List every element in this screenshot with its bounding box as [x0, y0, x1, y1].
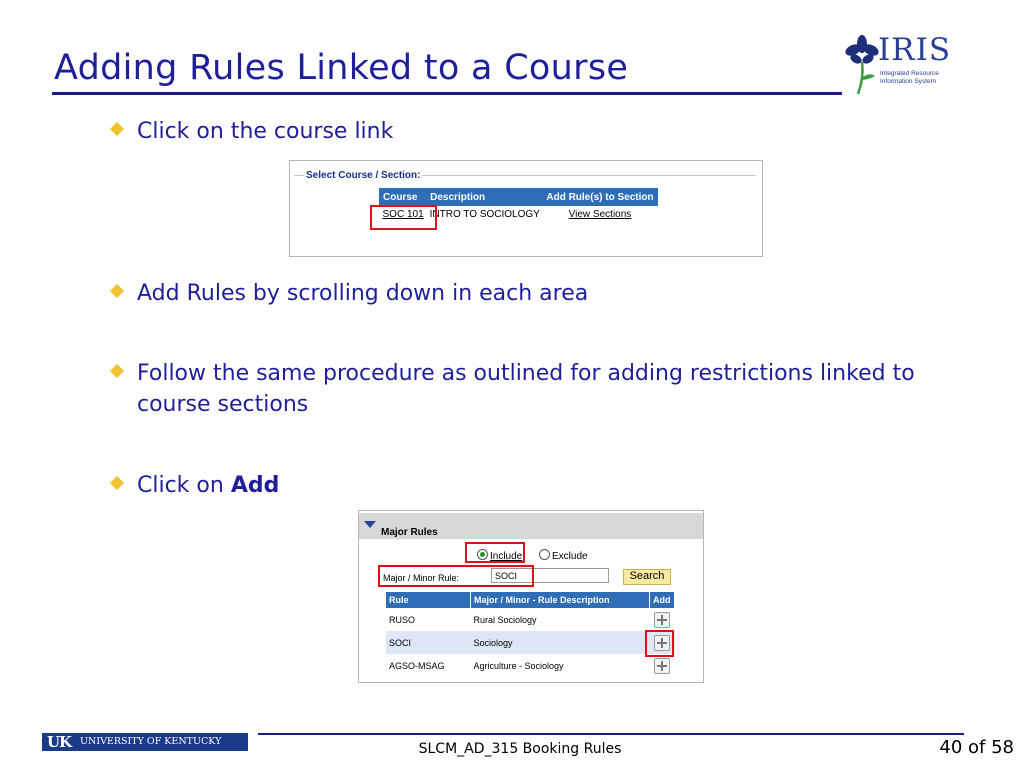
collapse-triangle-icon[interactable] [364, 521, 376, 528]
footer-title: SLCM_AD_315 Booking Rules [418, 741, 622, 757]
table-row [386, 654, 675, 677]
iris-subtitle-line1: Integrated Resource [880, 70, 939, 77]
course-fieldset-legend: Select Course / Section: [306, 170, 421, 181]
table-header-row [386, 592, 675, 608]
column-header-rule: Rule [386, 592, 471, 608]
column-header-add: Add [650, 592, 675, 608]
rule-description: Rural Sociology [473, 614, 537, 625]
exclude-radio[interactable] [539, 549, 550, 560]
column-header-course: Course [380, 189, 427, 206]
rule-description: Sociology [471, 631, 650, 654]
bullet-text: Follow the same procedure as outlined for adding restrictions linked to course sections [137, 361, 915, 417]
highlight-rule-field [378, 565, 534, 587]
major-rules-title: Major Rules [381, 527, 438, 538]
diamond-bullet-icon [110, 284, 124, 298]
bullet-prefix: Click on [137, 473, 231, 498]
university-of-kentucky-logo [42, 733, 248, 751]
course-link[interactable]: SOC 101 [382, 209, 424, 220]
bullet-text: Add Rules by scrolling down in each area [137, 281, 589, 306]
title-underline [52, 92, 842, 95]
column-header-description: Description [427, 189, 543, 206]
column-header-description: Major / Minor - Rule Description [471, 592, 650, 608]
uk-wordmark: UNIVERSITY OF KENTUCKY [76, 733, 248, 751]
bullet-bold-add: Add [230, 473, 280, 498]
major-rules-header[interactable] [359, 513, 703, 539]
rule-code: RUSO [389, 614, 416, 625]
iris-wordmark: IRIS [878, 32, 952, 68]
diamond-bullet-icon [110, 364, 124, 378]
course-description: INTRO TO SOCIOLOGY [429, 209, 540, 220]
slide-title: Adding Rules Linked to a Course [54, 48, 629, 88]
exclude-label: Exclude [552, 551, 588, 562]
bullet-text [137, 470, 279, 501]
diamond-bullet-icon [110, 476, 124, 490]
view-sections-link[interactable]: View Sections [568, 209, 632, 220]
rules-table [386, 592, 675, 677]
table-header-row [380, 189, 658, 206]
add-plus-icon[interactable] [654, 612, 670, 628]
exclude-radio-option[interactable] [539, 549, 588, 562]
highlight-course-link [370, 205, 437, 230]
table-row [386, 608, 675, 631]
column-header-add-rules: Add Rule(s) to Section [543, 189, 657, 206]
kentucky-flower-icon [842, 32, 882, 96]
iris-subtitle-line2: Information System [880, 78, 936, 85]
footer-rule [258, 733, 964, 735]
diamond-bullet-icon [110, 122, 124, 136]
highlight-include-option [465, 542, 525, 563]
rule-description: Agriculture - Sociology [473, 660, 564, 671]
rule-field-label: Major / Minor Rule: [383, 573, 460, 583]
rule-code: AGSO-MSAG [389, 660, 445, 671]
highlight-add-button [645, 630, 674, 657]
uk-mark: UK [42, 733, 76, 751]
iris-subtitle [880, 70, 960, 86]
page-number: 40 of 58 [939, 737, 1014, 758]
add-plus-icon[interactable] [654, 658, 670, 674]
iris-logo [842, 32, 954, 96]
table-row [386, 631, 675, 654]
bullet-text: Click on the course link [137, 119, 394, 144]
course-selection-screenshot [289, 160, 763, 257]
search-button[interactable]: Search [623, 569, 671, 585]
rule-code: SOCI [386, 631, 471, 654]
include-label: Include [490, 551, 523, 562]
major-rules-screenshot [358, 510, 704, 683]
